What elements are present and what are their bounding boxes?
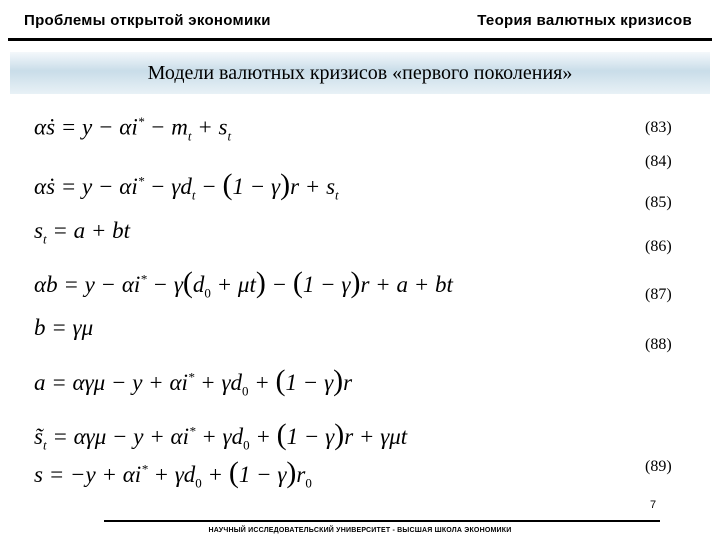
equation-7: $s̃_t = \alpha\gamma\mu - y + \alpha i^* + \gamma d_0 + (1 - \gamma)r + \gamma\mu t$ [34, 418, 408, 453]
equation-number: (88) [645, 336, 672, 353]
equation-3: $s_t = a$ + bt [34, 218, 131, 247]
equation-number: (85) [645, 194, 672, 211]
header-divider [8, 38, 712, 41]
equation-number: (83) [645, 119, 672, 136]
equation-5: b = γμ [34, 315, 94, 340]
equation-number: (84) [645, 153, 672, 170]
equation-1: αṡ = $y - \alpha i^* - m_t + s_t$ [34, 114, 232, 144]
equation-number: (89) [645, 458, 672, 475]
equation-8: $s = -y + \alpha i^* + \gamma d_0 + (1 - \gamma)r_0$ [34, 456, 312, 491]
header-left-title: Проблемы открытой экономики [24, 12, 271, 29]
equation-2: αṡ = $y - \alpha i^* - \gamma d_t - (1 - \gamma)r + s_t$ [34, 168, 339, 203]
footer-divider [104, 520, 660, 522]
page-number: 7 [650, 499, 657, 511]
title-band [10, 52, 710, 94]
equation-6: $a = \alpha\gamma\mu - y + \alpha i^* + \gamma d_0 + (1 - \gamma)r$ [34, 364, 353, 399]
header-right-title: Теория валютных кризисов [477, 12, 692, 29]
footer-text: НАУЧНЫЙ ИССЛЕДОВАТЕЛЬСКИЙ УНИВЕРСИТЕТ - ВЫСШАЯ ШКОЛА ЭКОНОМИКИ [208, 527, 512, 534]
equation-number: (87) [645, 286, 672, 303]
slide-title: Модели валютных кризисов «первого поколения» [147, 61, 573, 84]
equation-4: $\alpha b = y - \alpha i^* - \gamma(d_0 + \mu t) - (1 - \gamma)r + a$ + bt [34, 266, 453, 301]
equation-number: (86) [645, 238, 672, 255]
